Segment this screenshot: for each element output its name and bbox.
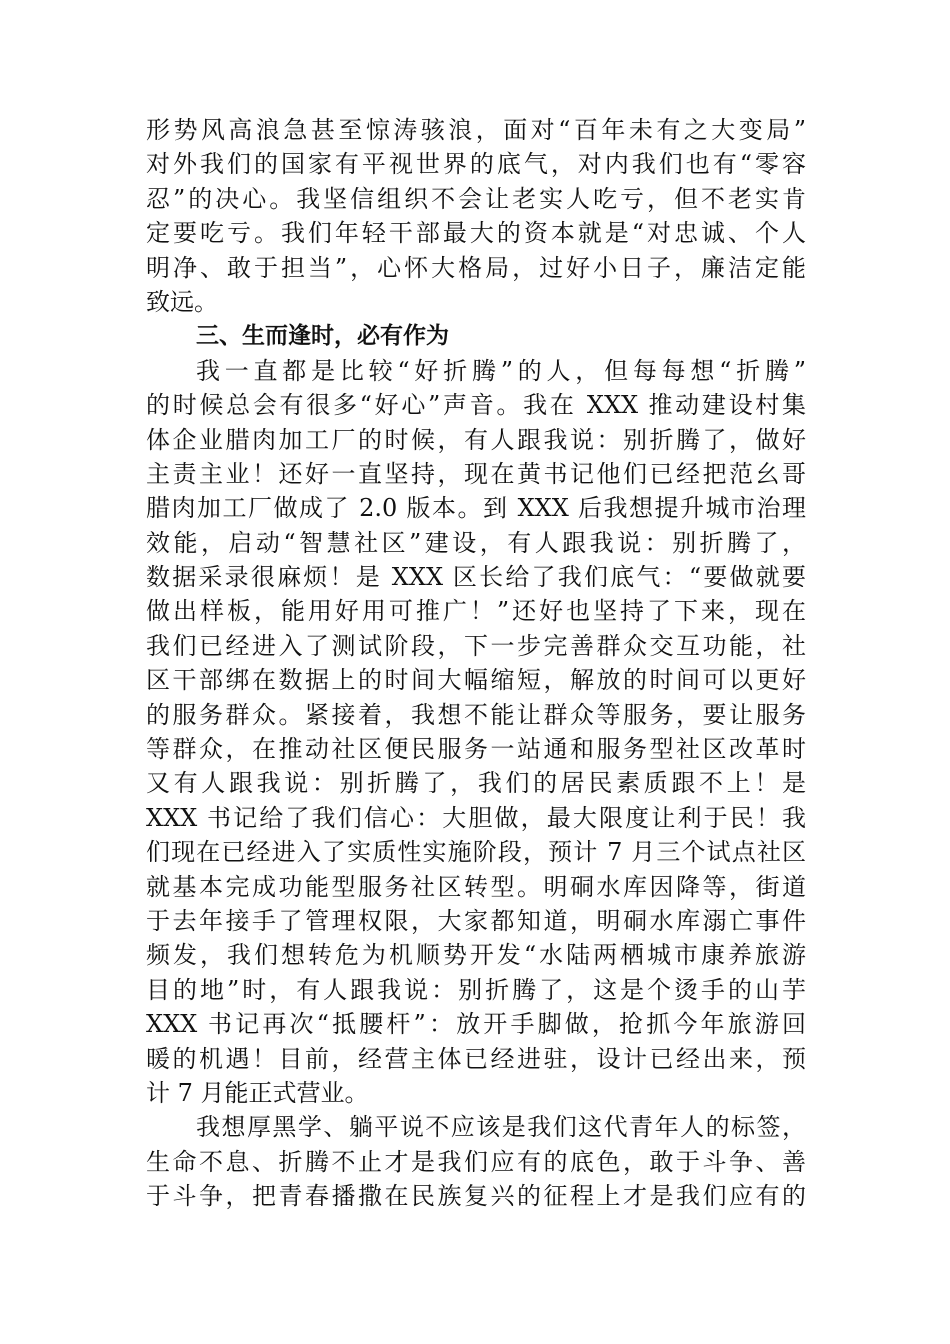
- paragraph-line: 体企业腊肉加工厂的时候，有人跟我说：别折腾了，做好: [146, 425, 806, 454]
- paragraph-line: 形势风高浪急甚至惊涛骇浪，面对“百年未有之大变局”: [146, 116, 806, 144]
- paragraph-line: XXX 书记再次“抵腰杆”：放开手脚做，抢抓今年旅游回: [146, 1010, 806, 1039]
- paragraph-line: 目的地”时，有人跟我说：别折腾了，这是个烫手的山芋: [146, 975, 806, 1004]
- paragraph-1: [146, 113, 806, 319]
- paragraph-line: 生命不息、折腾不止才是我们应有的底色，敢于斗争、善: [146, 1147, 806, 1176]
- paragraph-line: 腊肉加工厂做成了 2.0 版本。到 XXX 后我想提升城市治理: [146, 494, 806, 523]
- paragraph-line: 效能，启动“智慧社区”建设，有人跟我说：别折腾了，: [146, 528, 806, 557]
- paragraph-line: 于斗争，把青春播撒在民族复兴的征程上才是我们应有的: [146, 1182, 806, 1211]
- paragraph-line: 的时候总会有很多“好心”声音。我在 XXX 推动建设村集: [146, 391, 806, 420]
- paragraph-line: 区干部绑在数据上的时间大幅缩短，解放的时间可以更好: [146, 666, 806, 695]
- paragraph-line: 致远。: [146, 287, 218, 316]
- paragraph-line: 就基本完成功能型服务社区转型。明硐水库因降等，街道: [146, 872, 806, 901]
- paragraph-line: 主责主业！还好一直坚持，现在黄书记他们已经把范幺哥: [146, 459, 806, 488]
- paragraph-line: 忍”的决心。我坚信组织不会让老实人吃亏，但不老实肯: [146, 184, 806, 213]
- paragraph-line: 对外我们的国家有平视世界的底气，对内我们也有“零容: [146, 150, 806, 179]
- paragraph-line: 于去年接手了管理权限，大家都知道，明硐水库溺亡事件: [146, 906, 806, 935]
- paragraph-line: 的服务群众。紧接着，我想不能让群众等服务，要让服务: [146, 700, 806, 729]
- paragraph-line: 们现在已经进入了实质性实施阶段，预计 7 月三个试点社区: [146, 838, 806, 867]
- section-heading: 三、生而逢时，必有作为: [196, 323, 449, 350]
- paragraph-line: 暖的机遇！目前，经营主体已经进驻，设计已经出来，预: [146, 1044, 806, 1073]
- paragraph-line: 我们已经进入了测试阶段，下一步完善群众交互功能，社: [146, 631, 806, 660]
- paragraph-line: 等群众，在推动社区便民服务一站通和服务型社区改革时: [146, 735, 806, 764]
- paragraph-line: 定要吃亏。我们年轻干部最大的资本就是“对忠诚、个人: [146, 219, 806, 248]
- paragraph-line: 计 7 月能正式营业。: [146, 1078, 369, 1107]
- paragraph-line: 数据采录很麻烦！是 XXX 区长给了我们底气：“要做就要: [146, 563, 806, 592]
- paragraph-line: 又有人跟我说：别折腾了，我们的居民素质跟不上！是: [146, 769, 806, 798]
- paragraph-line: 我一直都是比较“好折腾”的人，但每每想“折腾”: [196, 356, 806, 385]
- paragraph-line: XXX 书记给了我们信心：大胆做，最大限度让利于民！我: [146, 803, 806, 832]
- document-body: [146, 113, 806, 1214]
- paragraph-3: [146, 1110, 806, 1213]
- paragraph-line: 做出样板，能用好用可推广！”还好也坚持了下来，现在: [146, 597, 806, 626]
- paragraph-line: 明净、敢于担当”，心怀大格局，过好小日子，廉洁定能: [146, 253, 806, 282]
- paragraph-line: 频发，我们想转危为机顺势开发“水陆两栖城市康养旅游: [146, 941, 806, 970]
- paragraph-line: 我想厚黑学、躺平说不应该是我们这代青年人的标签，: [196, 1113, 806, 1142]
- paragraph-2: [146, 354, 806, 1111]
